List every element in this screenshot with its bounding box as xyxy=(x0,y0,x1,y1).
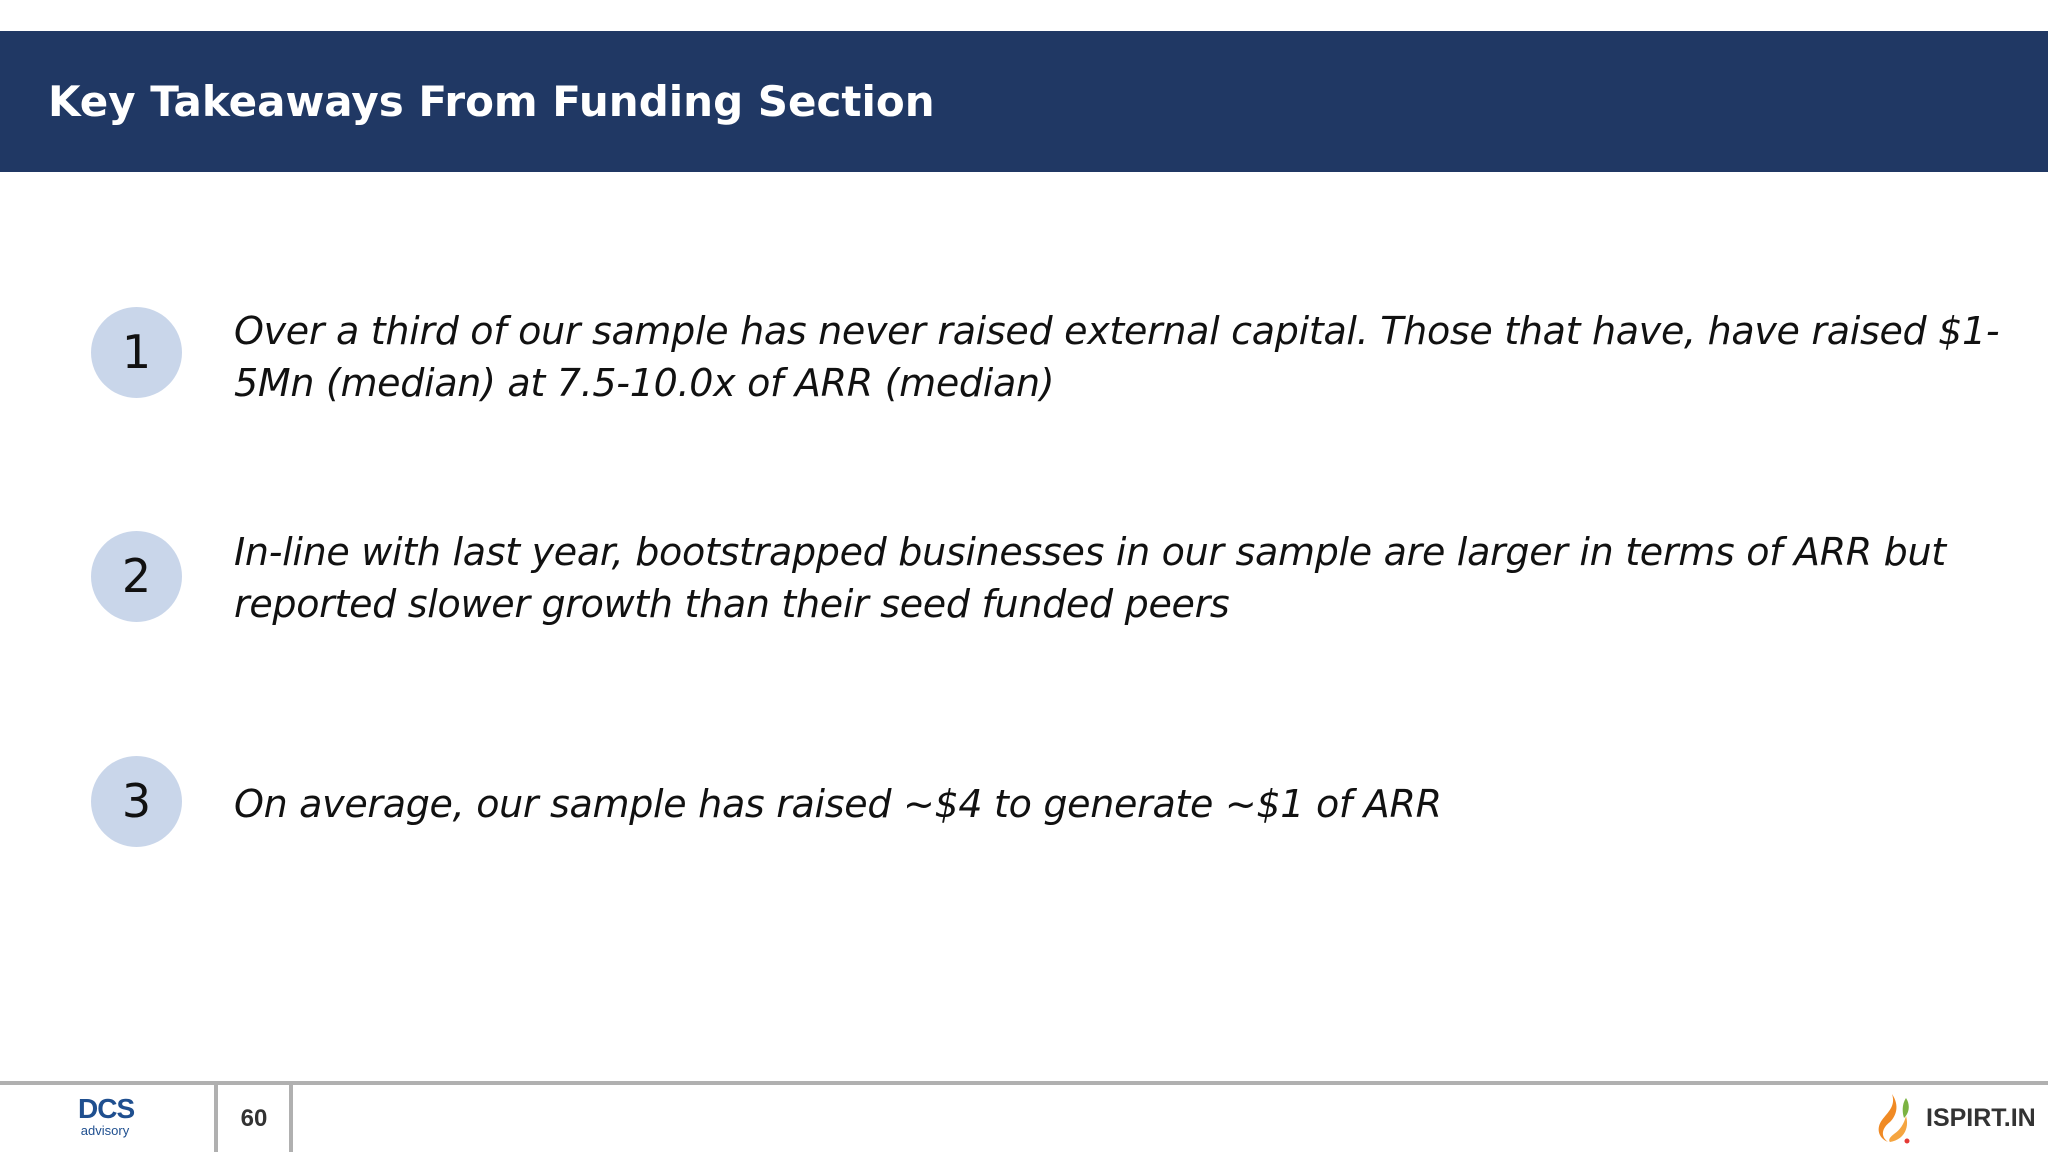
takeaway-number-badge: 3 xyxy=(91,756,182,847)
takeaway-text: In-line with last year, bootstrapped businesses in our sample are larger in terms of ARR but reported slower growth than their seed funded peers xyxy=(234,530,1946,626)
slide-title: Key Takeaways From Funding Section xyxy=(48,77,935,126)
takeaway-number-badge: 2 xyxy=(91,531,182,622)
dcs-logo-main: DCS xyxy=(78,1093,135,1124)
takeaway-number-badge: 1 xyxy=(91,307,182,398)
flame-leaf-icon xyxy=(1866,1090,1916,1146)
ispirt-logo-text: ISPIRT.IN xyxy=(1926,1104,2036,1132)
title-bar xyxy=(0,31,2048,172)
footer-divider xyxy=(0,1081,2048,1085)
dcs-logo-sub: advisory xyxy=(80,1123,130,1138)
takeaway-text: Over a third of our sample has never raised external capital. Those that have, have raised $1-5Mn (median) at 7.5-10.0x of ARR (median) xyxy=(234,309,2000,405)
takeaway-text: On average, our sample has raised ~$4 to generate ~$1 of ARR xyxy=(234,782,1442,826)
dcs-advisory-logo xyxy=(78,1093,135,1138)
page-number: 60 xyxy=(240,1105,268,1132)
ispirt-logo xyxy=(1866,1088,2036,1148)
